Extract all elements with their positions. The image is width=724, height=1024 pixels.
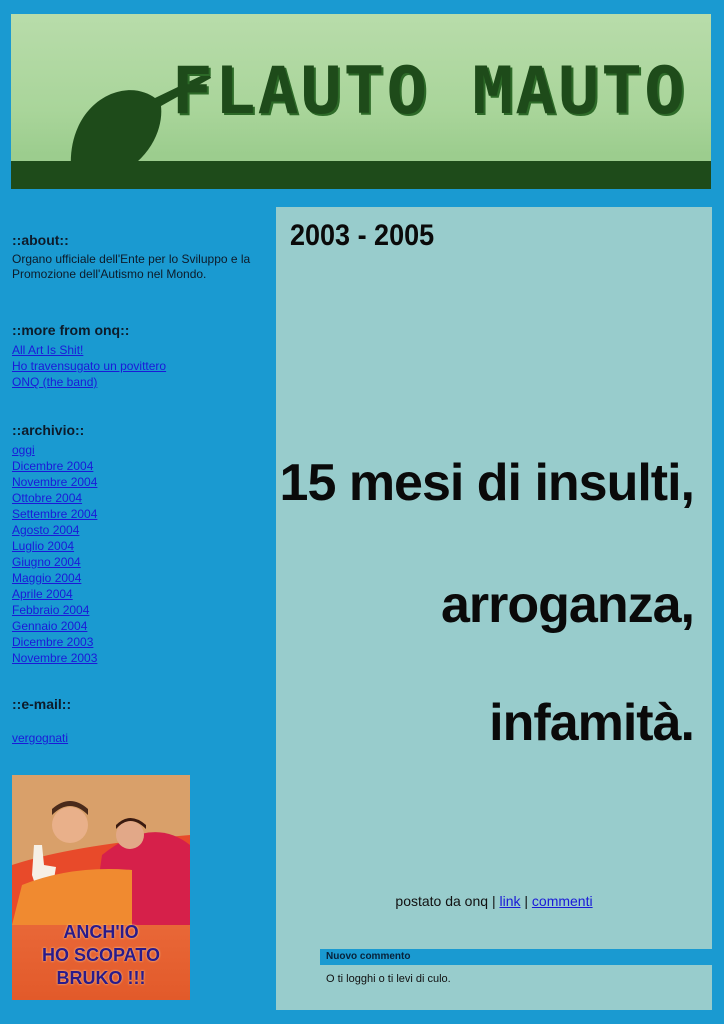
archive-link-nov-2003[interactable]: Novembre 2003: [12, 651, 98, 665]
more-section: [12, 322, 274, 390]
promo-caption: [12, 921, 190, 990]
archive-link-dic-2004[interactable]: Dicembre 2004: [12, 459, 94, 473]
post-footer: [276, 893, 712, 909]
post-line-1: 15 mesi di insulti,: [279, 454, 694, 512]
more-link-onq-band[interactable]: ONQ (the band): [12, 375, 98, 389]
permalink-link[interactable]: link: [499, 893, 521, 909]
archive-link-apr-2004[interactable]: Aprile 2004: [12, 587, 73, 601]
comments-link[interactable]: commenti: [531, 893, 593, 909]
archive-link-nov-2004[interactable]: Novembre 2004: [12, 475, 98, 489]
post-panel: [276, 207, 712, 1010]
archive-link-gen-2004[interactable]: Gennaio 2004: [12, 619, 88, 633]
archive-link-set-2004[interactable]: Settembre 2004: [12, 507, 98, 521]
archive-link-lug-2004[interactable]: Luglio 2004: [12, 539, 75, 553]
archive-link-mag-2004[interactable]: Maggio 2004: [12, 571, 82, 585]
header-banner: [11, 14, 711, 189]
comment-body: O ti logghi o ti levi di culo.: [326, 973, 451, 985]
footer-separator-2: |: [524, 893, 529, 909]
promo-photo-illustration: [12, 775, 190, 925]
archive-link-giu-2004[interactable]: Giugno 2004: [12, 555, 81, 569]
banner-ground: [11, 161, 711, 189]
about-section: [12, 232, 274, 282]
comment-header: Nuovo commento: [320, 949, 712, 965]
email-section: [12, 696, 274, 746]
about-title: ::about::: [12, 232, 69, 248]
more-title: ::more from onq::: [12, 322, 130, 338]
promo-caption-line3: BRUKO !!!: [56, 968, 146, 988]
email-title: ::e-mail::: [12, 696, 72, 712]
more-link-povittero[interactable]: Ho travensugato un povittero: [12, 359, 167, 373]
archive-section: [12, 422, 274, 666]
about-text: Organo ufficiale dell'Ente per lo Sviluppo e la Promozione dell'Autismo nel Mondo.: [12, 252, 251, 281]
archive-link-ott-2004[interactable]: Ottobre 2004: [12, 491, 83, 505]
more-link-all-art[interactable]: All Art Is Shit!: [12, 343, 84, 357]
posted-by-text: postato da onq: [395, 893, 489, 909]
archive-link-ago-2004[interactable]: Agosto 2004: [12, 523, 80, 537]
archive-link-feb-2004[interactable]: Febbraio 2004: [12, 603, 90, 617]
email-link[interactable]: vergognati: [12, 731, 69, 745]
footer-separator: |: [491, 893, 496, 909]
promo-caption-line2: HO SCOPATO: [41, 945, 160, 965]
post-line-2: arroganza,: [441, 576, 694, 634]
promo-caption-line1: ANCH'IO: [63, 922, 139, 942]
promo-image[interactable]: [12, 775, 190, 1000]
archive-link-dic-2003[interactable]: Dicembre 2003: [12, 635, 94, 649]
post-title: 2003 - 2005: [290, 219, 435, 252]
post-line-3: infamità.: [489, 694, 694, 752]
archive-title: ::archivio::: [12, 422, 85, 438]
site-title: FLAUTO MAUTO: [171, 53, 687, 130]
archive-link-oggi[interactable]: oggi: [12, 443, 35, 457]
